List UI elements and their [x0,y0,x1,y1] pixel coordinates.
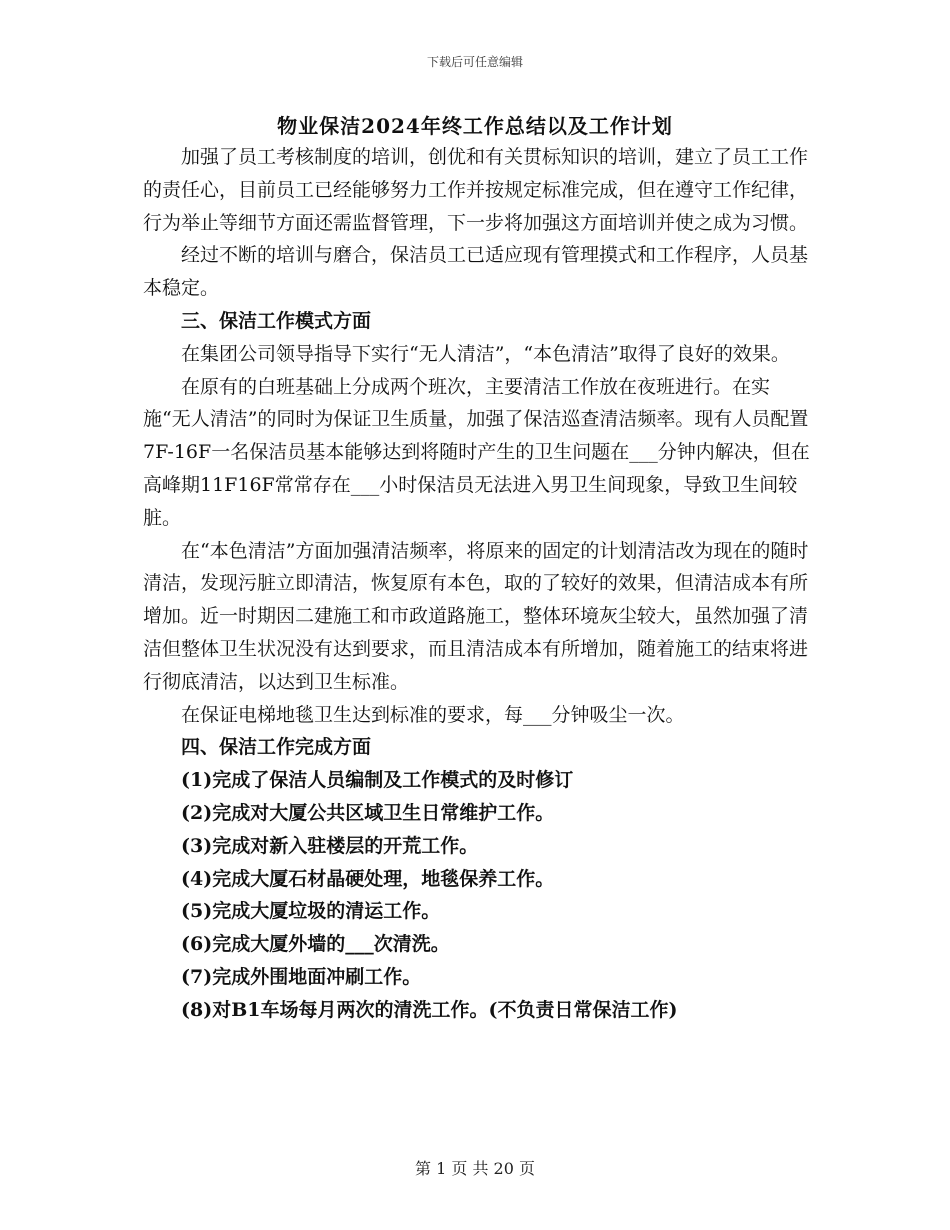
section-heading-3: 三、保洁工作模式方面 [181,309,372,332]
page-footer: 第 1 页 共 20 页 [415,1159,535,1178]
paragraph-natural-color-cleaning: 在“本色清洁”方面加强清洁频率，将原来的固定的计划清洁改为现在的随时清洁，发现污脏立即清洁，恢复原有本色，取的了较好的效果，但清洁成本有所增加。近一时期因二建施工和市政道路施工，整体环境灰尘较大，虽然加强了清洁但整体卫生状况没有达到要求，而且清洁成本有所增加，随着施工的结束将进行彻底清洁，以达到卫生标准。 [143,539,809,693]
paragraph-shifts: 在原有的白班基础上分成两个班次，主要清洁工作放在夜班进行。在实施“无人清洁”的同时为保证卫生质量，加强了保洁巡查清洁频率。现有人员配置7F-16F一名保洁员基本能够达到将随时产生的卫生问题在___分钟内解决，但在高峰期11F16F常常存在___小时保洁员无法进入男卫生间现象，导致卫生间较脏。 [143,375,810,529]
list-item: (8)对B1车场每月两次的清洗工作。(不负责日常保洁工作) [181,998,678,1021]
paragraph-training: 加强了员工考核制度的培训，创优和有关贯标知识的培训，建立了员工工作的责任心，目前员工已经能够努力工作并按规定标准完成，但在遵守工作纪律，行为举止等细节方面还需监督管理，下一步将加强这方面培训并使之成为习惯。 [143,146,809,234]
list-item: (5)完成大厦垃圾的清运工作。 [181,900,441,923]
paragraph-elevator-carpet: 在保证电梯地毯卫生达到标准的要求，每___分钟吸尘一次。 [181,703,685,726]
header-note: 下载后可任意编辑 [426,55,523,69]
list-item: (4)完成大厦石材晶硬处理，地毯保养工作。 [181,867,555,890]
section-heading-4: 四、保洁工作完成方面 [181,736,372,759]
document-title: 物业保洁2024年终工作总结以及工作计划 [277,114,673,138]
paragraph-staff-stable: 经过不断的培训与磨合，保洁员工已适应现有管理摸式和工作程序，人员基本稳定。 [143,244,809,300]
list-item: (1)完成了保洁人员编制及工作模式的及时修订 [181,769,574,792]
list-item: (7)完成外围地面冲刷工作。 [181,965,422,988]
list-item: (2)完成对大厦公共区域卫生日常维护工作。 [181,801,555,824]
list-item: (6)完成大厦外墙的___次清洗。 [181,933,450,956]
document-body [143,141,811,1027]
list-item: (3)完成对新入驻楼层的开荒工作。 [181,834,479,857]
paragraph-cleaning-modes: 在集团公司领导指导下实行“无人清洁”，“本色清洁”取得了良好的效果。 [181,342,790,365]
